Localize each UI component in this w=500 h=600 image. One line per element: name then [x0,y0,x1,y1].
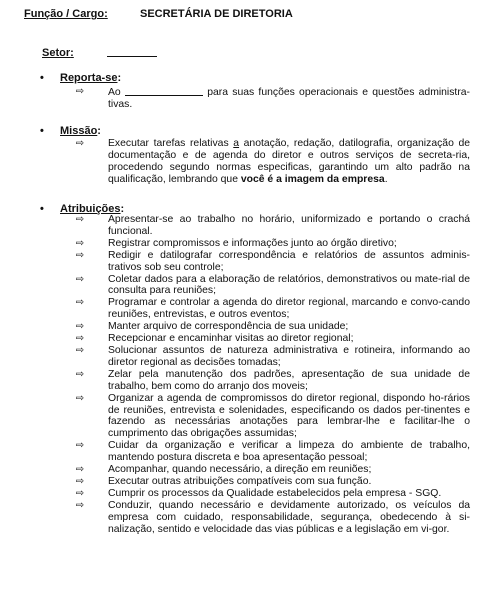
duty-text: Registrar compromissos e informações junto ao órgão diretivo; [108,237,397,249]
mission-section [0,125,500,186]
duty-item [0,393,500,441]
job-title-label: Função / Cargo: [24,8,108,20]
reports-to-item [0,72,500,111]
arrow-right-icon: ⇨ [75,321,85,333]
arrow-right-icon: ⇨ [75,237,85,249]
arrow-right-icon: ⇨ [75,344,85,356]
duty-text: Conduzir, quando necessário e devidamente autorizado, os veículos da empresa com cuidado, responsabilidade, segurança, obedecendo à si-nalização, sentido e velocidade das vias públicas e a legislação em vi-gor. [108,499,470,535]
duty-text: Acompanhar, quando necessário, a direção em reuniões; [108,464,372,476]
reports-to-text: Ao para suas funções operacionais e questões administra-tivas. [108,87,471,110]
mission-title: Missão: [60,125,101,137]
mission-text: Executar tarefas relativas a anotação, redação, datilografia, organização de documentação e de agenda do diretor e outros serviços de secreta-ria, procedendo segundo normas especificas, garantindo um alto padrão na qualificação, lembrando que você é a imagem da empresa. [108,138,471,185]
arrow-right-icon: ⇨ [75,475,85,487]
sector-label: Setor: [42,47,74,59]
duty-text: Solucionar assuntos de natureza administrativa e rotineira, informando ao diretor regional as decisões tomadas; [108,344,470,368]
arrow-right-icon: ⇨ [75,368,85,380]
mission-item [0,125,500,186]
duty-item [0,488,500,500]
arrow-right-icon: ⇨ [75,499,85,511]
duty-item [0,321,500,333]
duty-text: Cuidar da organização e verificar a limpeza do ambiente de trabalho, mantendo postura discreta e boa apresentação pessoal; [108,440,470,464]
duty-item [0,238,500,250]
duty-text: Organizar a agenda de compromissos do diretor regional, dispondo ho-rários de reuniões, entrevista e solenidades, especificando os dados per-tinentes e fazendo as necessárias anotações para lembrar-lhe e facilitar-lhe o cumprimento das obrigações assumidas; [108,392,470,440]
arrow-right-icon: ⇨ [75,86,85,97]
reports-to-title: Reporta-se: [60,72,122,84]
duty-item [0,369,500,393]
duty-item [0,250,500,274]
arrow-right-icon: ⇨ [75,392,85,404]
job-title-value: SECRETÁRIA DE DIRETORIA [140,8,293,20]
duty-item [0,297,500,321]
arrow-right-icon: ⇨ [75,273,85,285]
duty-item [0,345,500,369]
duty-item [0,500,500,536]
duties-title: Atribuições: [60,203,125,215]
reports-to-section [0,72,500,111]
arrow-right-icon: ⇨ [75,138,85,149]
sector-field [42,46,157,60]
duties-section [0,203,500,535]
bullet-icon: • [40,72,44,84]
duty-item [0,274,500,298]
duty-text: Executar outras atribuições compatíveis com sua função. [108,475,372,487]
arrow-right-icon: ⇨ [75,464,85,476]
job-title-header [24,8,293,21]
bullet-icon: • [40,125,44,137]
duty-item [0,464,500,476]
sector-blank-line [107,46,157,57]
arrow-right-icon: ⇨ [75,333,85,345]
duty-text: Coletar dados para a elaboração de relatórios, demonstrativos ou mate-rial de consulta para reuniões; [108,273,470,297]
duty-text: Apresentar-se ao trabalho no horário, uniformizado e portando o crachá funcional. [108,214,470,237]
duty-item [0,333,500,345]
arrow-right-icon: ⇨ [75,297,85,309]
arrow-right-icon: ⇨ [75,487,85,499]
duty-text: Zelar pela manutenção dos padrões, apresentação de sua unidade de trabalho, bem como do arranjo dos moveis; [108,368,470,392]
duty-text: Recepcionar e encaminhar visitas ao diretor regional; [108,333,354,345]
arrow-right-icon: ⇨ [75,214,85,225]
bullet-icon: • [40,203,44,215]
duties-list [0,203,500,535]
duty-text: Manter arquivo de correspondência de sua unidade; [108,321,349,333]
duty-item [0,214,500,238]
arrow-right-icon: ⇨ [75,440,85,452]
duty-text: Cumprir os processos da Qualidade estabelecidos pela empresa - SGQ. [108,487,442,499]
duty-text: Redigir e datilografar correspondência e relatórios de assuntos adminis-trativos sob seu controle; [108,249,470,273]
reports-to-blank-line [125,86,203,96]
duty-item [0,476,500,488]
duty-text: Programar e controlar a agenda do diretor regional, marcando e convo-cando reuniões, entrevistas, e outros eventos; [108,297,470,321]
arrow-right-icon: ⇨ [75,249,85,261]
duty-item [0,440,500,464]
